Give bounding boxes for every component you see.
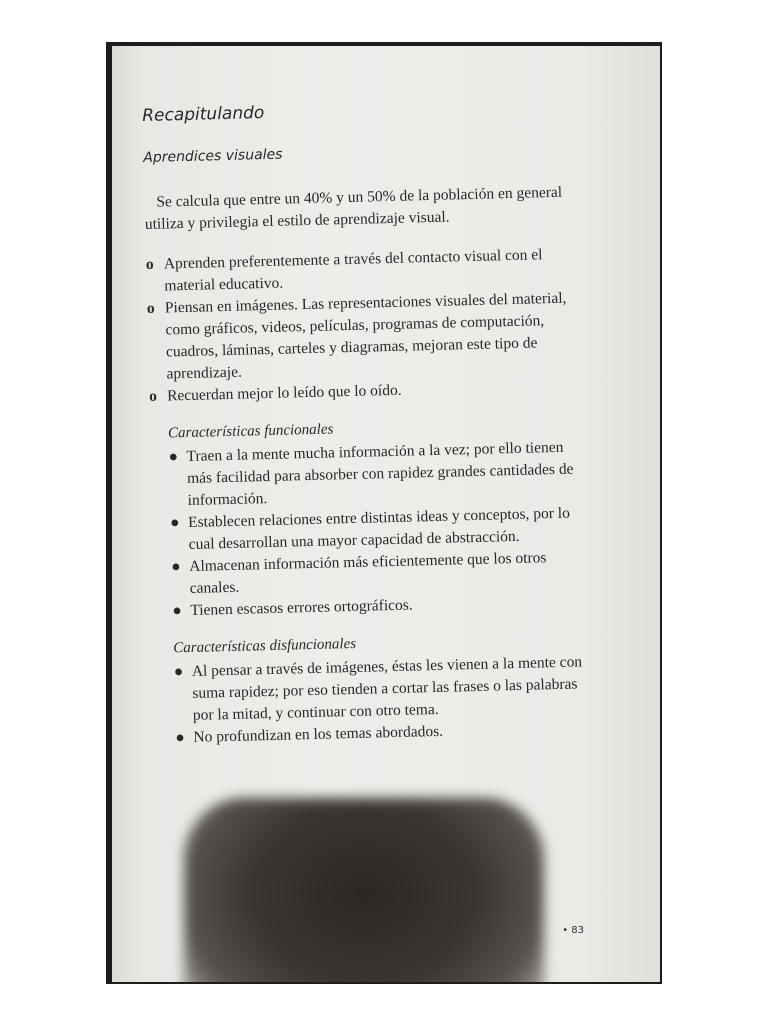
list-item-text: Al pensar a través de imágenes, éstas les vienen a la mente con suma rapidez; por eso tienden a cortar las frases o las palabras por la mitad, y continuar con otro tema. <box>191 653 583 724</box>
disfuncionales-list <box>156 651 598 750</box>
bullet-dot-icon: ● <box>171 558 181 576</box>
page-content <box>142 95 598 750</box>
list-item <box>147 287 589 386</box>
bullet-dot-icon: ● <box>172 602 182 620</box>
list-item-text: Tienen escasos errores ortográficos. <box>190 596 413 619</box>
bullet-dot-icon: ● <box>168 448 179 466</box>
intro-paragraph: Se calcula que entre un 40% y un 50% de la población en general utiliza y privilegia el estilo de aprendizaje visual. <box>144 183 563 233</box>
list-item-text: Traen a la mente mucha información a la vez; por ello tienen más facilidad para absorber con rapidez grandes cantidades de información. <box>186 438 574 509</box>
funcionales-title: Características funcionales <box>167 421 334 442</box>
page-number: • 83 <box>562 925 584 936</box>
list-item-text: Almacenan información más eficientemente que los otros canales. <box>189 549 547 597</box>
bullet-dot-icon: ● <box>169 514 180 532</box>
section-subheading: Aprendices visuales <box>143 146 283 166</box>
section-heading: Recapitulando <box>142 103 265 126</box>
funcionales-list <box>150 436 594 623</box>
list-item-text: Aprenden preferentemente a través del contacto visual con el material educativo. <box>163 246 543 295</box>
book-page <box>112 46 660 982</box>
bullet-dot-icon: ● <box>175 729 186 747</box>
bullet-dot-icon: ● <box>173 663 184 681</box>
bullet-marker: o <box>146 299 155 317</box>
list-item-text: Piensan en imágenes. Las representaciones visuales del material, como gráficos, videos, películas, programas de computación, cuadros, láminas, carteles y diagramas, mejoran este tipo de aprendizaje. <box>164 289 567 383</box>
bullet-marker: o <box>145 255 154 273</box>
list-item <box>156 651 597 728</box>
list-item-text: Establecen relaciones entre distintas ideas y conceptos, por lo cual desarrollan una mayor capacidad de abstracción. <box>187 504 571 553</box>
list-item-text: Recuerdan mejor lo leído que lo oído. <box>166 381 402 405</box>
thumb-shadow <box>184 798 544 982</box>
main-bullet-list <box>146 243 590 408</box>
list-item <box>150 436 591 513</box>
list-item-text: No profundizan en los temas abordados. <box>193 722 444 746</box>
disfuncionales-title: Características disfuncionales <box>173 635 357 657</box>
bullet-marker: o <box>148 387 158 405</box>
